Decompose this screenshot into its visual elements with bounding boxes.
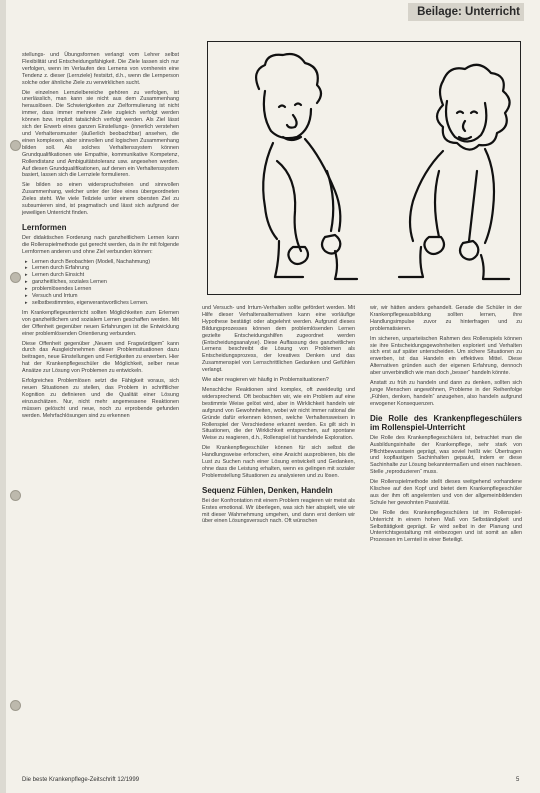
- paragraph: Sie bilden so einen widerspruchsfreien und sinnvollen Zusammenhang, welcher unter der Idee eines übergeordneten Zieles steht. Wie viele Teilziele unter einem obersten Ziel zu subsumieren sind, ist pragmatisch und lässt sich aufgrund der jeweiligen Unterricht finden.: [22, 182, 179, 216]
- page-number: 5: [516, 777, 520, 783]
- paragraph: Die Krankenpflegeschüler können für sich selbst die Handlungsweise erforschen, eine Ansicht ausprobieren, bis die Lust zu Suchen nach einer Lösung entwickelt und Gedanken, ohne dass die Leistung erhalten, wenn es gelingen mit sozialer Problemstellung Situationen zu analysieren und zu lösen.: [202, 445, 355, 479]
- paragraph: wir, wir hätten anders gehandelt. Gerade die Schüler in der Krankenpflegeausbildung sollten lernen, ihre Handlungsimpulse zuvor zu hinterfragen und zu problematisieren.: [370, 305, 522, 332]
- list-item: ▸ Lernen durch Einsicht: [28, 272, 179, 279]
- paragraph: Anstatt zu früh zu handeln und dann zu denken, sollten sich junge Menschen angewöhnen, Probleme in der Reihenfolge „Fühlen, denken, handeln“ anzugehen, also handeln aufgrund erwogener Konsequenzen.: [370, 380, 522, 407]
- heading-lernformen: Lernformen: [22, 222, 67, 232]
- paragraph: Bei der Konfrontation mit einem Problem reagieren wir meist als Erstes emotional. Wir überlegen, was sich hier abspielt, wie wir mit dieser Wahrnehmung umgehen, und dann erst denken wir über einen Lösungsversuch nach. Oft wünschen: [202, 497, 355, 525]
- paragraph: Menschliche Reaktionen sind komplex, oft zweideutig und widersprechend. Oft beobachten wir, wie ein Problem auf eine bestimmte Weise gelöst wird, aber in Wirklichkeit handeln wir aufgrund von Gewohnheiten, wobei wir nicht immer rational die Gründe dafür erkennen können, welche Verhaltensweisen in Rollenspiel der Verschiedene erkannt werden. Es gilt sich in Situationen, die der Wirklichkeit entsprechen, auf spontane Weise zu reagieren, d.h., Rollenspiel ist handelnde Exploration.: [202, 386, 355, 442]
- list-item: ▸ Lernen durch Erfahrung: [28, 265, 179, 272]
- punch-hole: [10, 140, 21, 151]
- list-item: ▸ Lernen durch Beobachten (Modell, Nachahmung): [28, 259, 179, 266]
- paragraph: Diese Offenheit gegenüber „Neuem und Fragwürdigem“ kann durch das Ausgleichnehmen dieser Problemsituationen dazu beitragen, neue Einstellungen und Fertigkeiten zu erwerben. Hier hat der Krankenpflegeschüler die Möglichkeit, selber neue Ansätze zur Lösung von Problemen zu entwickeln.: [22, 340, 179, 375]
- heading-sequenz: Sequenz Fühlen, Denken, Handeln: [202, 485, 333, 495]
- paragraph: Die Rollenspielmethode stellt dieses weitgehend vorhandene Klischee auf den Kopf und bietet dem Krankenpflegeschüler aus der ihm oft angelernten und von der allgemeinbildenden Schule her gewohnten Passivität.: [370, 479, 522, 506]
- paragraph: Die Rolle des Krankenpflegeschülers ist, betrachtet man die Ausbildungsinhalte der Krankenpflege, sehr stark von Pflichtbewusstsein geprägt, was soviel heißt wie: Übertragen und kopflastigen Sachinhalten gepaukt, indem er diese Sachinhalte zur Lösung bekanntermaßen und einen nachlesen. Stelle „reproduzieren“ muss.: [370, 434, 522, 476]
- punch-hole: [10, 272, 21, 283]
- paragraph: Wie aber reagieren wir häufig in Problemsituationen?: [202, 377, 329, 384]
- paragraph: stellungs- und Übungsformen verlangt vom Lehrer selbst Flexibilität und Entscheidungsfähigkeit. Die Ziele lassen sich nur verfolgen, wenn im Verlaufen des Lernens von vornherein eine Tendenz z. dieser (Lernziele) festsitzt, d.h., wenn die Lernperson solche oder ähnliche Ziele zu verwirklichen sucht.: [22, 52, 179, 86]
- list-item: ▸ Versuch und Irrtum: [28, 293, 179, 300]
- heading-rolle: Die Rolle des Krankenpflegeschülers im Rollenspiel-Unterricht: [370, 413, 522, 432]
- cartoon-illustration: [207, 41, 521, 295]
- paragraph: Im sicheren, unparteiischen Rahmen des Rollenspiels können sie ihre Entscheidungsgewohnheiten exploriert und Verhalten sich erst auf später unterscheiden. Um sichere Situationen zu erwerben, ist das Handeln ein effektives Mittel. Diese Alternativen gründen auch der eigenen Erfahrung, dennoch aber unverbindlich wie man doch „besser“ handeln könnte.: [370, 335, 522, 377]
- paragraph: Erfolgreiches Problemlösen setzt die Fähigkeit voraus, sich neuen Situationen zu stellen, das Problem in schriftlicher Kognition zu definieren und die Qualität einer Lösung einzuschätzen. Nur, nicht mehr angemessene Reaktionen müssen gelöscht und neue, noch zu erprobende gefunden werden. Mehrfachlösungen sind zu erkennen: [22, 378, 179, 419]
- punch-hole: [10, 700, 21, 711]
- paragraph: und Versuch- und Irrtum-Verhalten sollte gefördert werden. Mit Hilfe dieser Verhaltensalternativen kann eine vorläufige Hypothese bestätigt oder abgelehnt werden. Aufgrund dieses Bildungsprozesses können dem problemlösenden Lernen gezielte Entscheidungshilfen zugeordnet werden (Entscheidungsanalyse). Diese Auffassung des ganzheitlichen Lernens beschreibt die Lösung von Problemen als Entscheidungsprozess, der kreatives Denken und das Zusammenspiel von Lernschrittlichen Gedanken und Gefühlen verlangt.: [202, 305, 355, 374]
- punch-hole: [10, 490, 21, 501]
- list-item: ▸ selbstbestimmtes, eigenverantwortliches Lernen.: [28, 300, 179, 307]
- list-item: ▸ ganzheitliches, soziales Lernen: [28, 279, 179, 286]
- paragraph: Der didaktischen Forderung nach ganzheitlichem Lernen kann die Rollenspielmethode gut gerecht werden, da in ihr mit folgende Lernformen anderen und ohne Ziel verbunden können:: [22, 234, 179, 255]
- text-column-1: [22, 52, 179, 423]
- section-header: Beilage: Unterricht: [408, 3, 524, 21]
- footer-journal: Die beste Krankenpflege-Zeitschrift 12/1999: [22, 777, 140, 783]
- paragraph: Die Rolle des Krankenpflegeschülers ist im Rollenspiel-Unterricht in einem hohen Maß von Selbständigkeit und Selbsttätigkeit geprägt. Er wird selbst in der Planung und Unterrichtsgestaltung mit einbezogen und ist somit an allen Prozessen im Lernteil in einer Beteiligt.: [370, 509, 522, 544]
- lernformen-list: [22, 259, 179, 307]
- text-column-2: [202, 305, 355, 528]
- list-item: ▸ problemlösendes Lernen: [28, 286, 179, 293]
- paragraph: Im Krankenpflegeunterricht sollten Möglichkeiten zum Erlernen von ganzheitlichem und sozialem Lernen geschaffen werden. Mit der Offenheit gegenüber neuen Erfahrungen ist die Entwicklung einer problemlösenden Orientierung verbunden.: [22, 309, 179, 337]
- text-column-3: [370, 305, 522, 547]
- paragraph: Die einzelnen Lernzielbereiche gehören zu verfolgen, ist unerlässlich, man kann sie nicht aus dem Zusammenhang herauslösen. Die Schwierigkeiten zur Zielformulierung ist nicht immer, dass immer mehrere Ziele zugleich verfolgt werden können bzw. implizit tatsächlich verfolgt werden. Als Ziel lässt sich der Erwerb eines ganzen Einstellungs- (innerlich verstehen und Verhaltensmuster (äußerlich beobachtbar) ansehen, die einen komplexen, aber sinnvollen und logischen Zusammenhang bilden soll. Als solches Verhaltenssystem können Grundqualifikationen wie Empathie, kommunikative Kompetenz, Rollendistanz und Ambiguitätstoleranz usw. angesehen werden. Auf diesen Grundqualifikationen, auf denen ein Verhaltenssystem basiert, lassen sich die Lernziele formulieren.: [22, 89, 179, 179]
